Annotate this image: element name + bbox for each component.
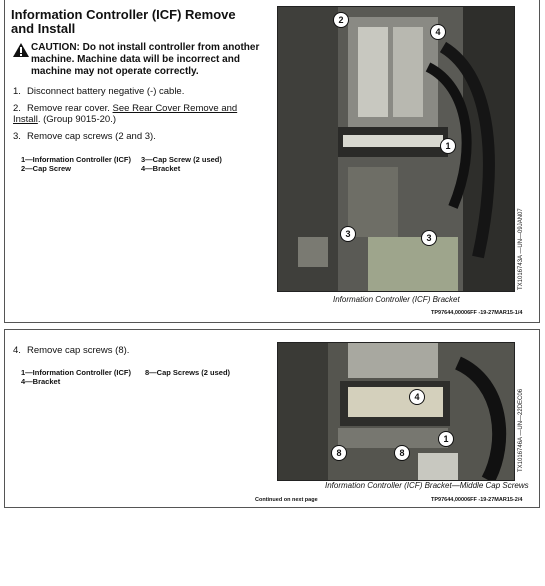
caution-triangle-icon	[13, 43, 29, 57]
figure-id: TX1016743A —UN—09JAN07	[518, 208, 524, 290]
figure-caption: Information Controller (ICF) Bracket	[333, 295, 460, 304]
callout-8: 8	[331, 445, 347, 461]
callout-4: 4	[409, 389, 425, 405]
continued-note: Continued on next page	[255, 497, 318, 503]
procedure-panel-1	[4, 0, 540, 323]
legend-item: 8—Cap Screws (2 used)	[145, 368, 231, 377]
figure-photo-2	[277, 342, 515, 481]
caution-block	[13, 42, 263, 78]
document-reference: TP97644,00006FF -19-27MAR15-1/4	[431, 310, 523, 316]
step-4	[13, 345, 258, 356]
rear-cover-link[interactable]: See Rear Cover Remove and Install	[13, 103, 238, 125]
figure-photo-1	[277, 6, 515, 292]
middle-cap-screws-photo-illustration	[278, 343, 514, 480]
step-number: 1.	[13, 86, 21, 97]
legend-item: 1—Information Controller (ICF)	[21, 155, 131, 164]
step-2	[13, 103, 258, 125]
document-reference: TP97644,00006FF -19-27MAR15-2/4	[431, 497, 523, 503]
legend-item: 1—Information Controller (ICF)	[21, 368, 131, 377]
bracket-photo-illustration	[278, 7, 514, 291]
figure-id: TX1016746A —UN—22DEC06	[518, 388, 524, 472]
callout-4: 4	[430, 24, 446, 40]
step-text: Remove cap screws (8).	[27, 345, 130, 356]
caution-text: CAUTION: Do not install controller from another machine. Machine data will be incorrect and machine may not operate correctly.	[31, 42, 260, 77]
step-text: Disconnect battery negative (-) cable.	[27, 86, 185, 97]
step-number: 3.	[13, 131, 21, 142]
callout-1: 1	[438, 431, 454, 447]
step-number: 4.	[13, 345, 21, 356]
step-3	[13, 131, 258, 142]
callout-3: 3	[421, 230, 437, 246]
figure-caption: Information Controller (ICF) Bracket—Middle Cap Screws	[325, 481, 529, 490]
page-title: Information Controller (ICF) Remove and Install	[11, 7, 236, 36]
step-number: 2.	[13, 103, 21, 114]
step-text-after: . (Group 9015-20.)	[37, 114, 116, 125]
step-text: Remove cap screws (2 and 3).	[27, 131, 156, 142]
callout-8: 8	[394, 445, 410, 461]
procedure-panel-2	[4, 329, 540, 508]
legend-item: 4—Bracket	[21, 377, 61, 386]
legend-item: 3—Cap Screw (2 used)	[141, 155, 222, 164]
callout-3: 3	[340, 226, 356, 242]
legend-item: 2—Cap Screw	[21, 164, 72, 173]
step-1	[13, 86, 258, 97]
legend-item: 4—Bracket	[141, 164, 181, 173]
callout-2: 2	[333, 12, 349, 28]
callout-1: 1	[440, 138, 456, 154]
step-text: Remove rear cover.	[27, 103, 113, 114]
